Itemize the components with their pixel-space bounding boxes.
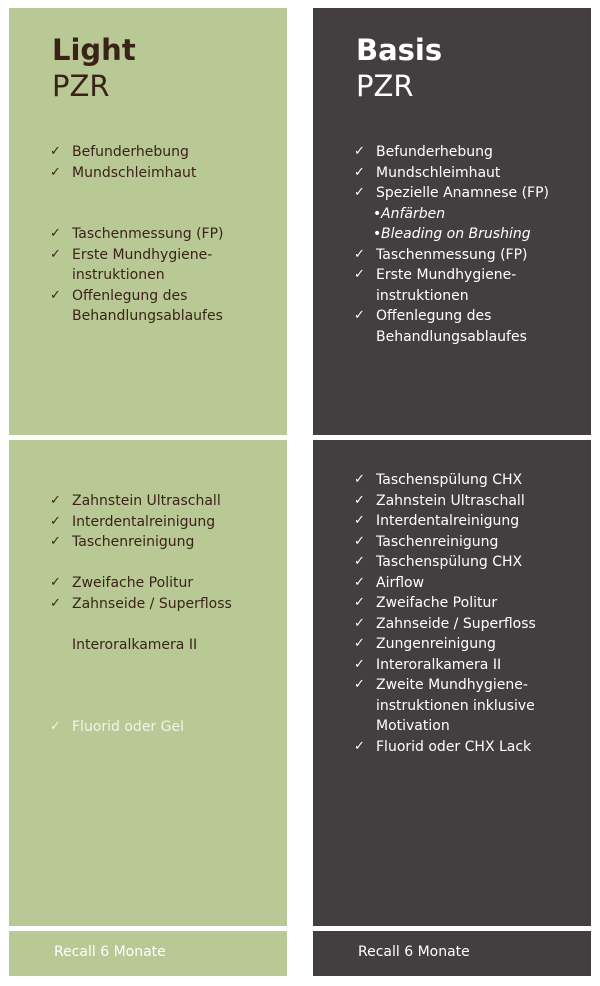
list-item: ✓ Taschenreinigung bbox=[353, 532, 536, 553]
list-item: ✓ Zahnseide / Superfloss bbox=[353, 614, 536, 635]
list-item: ✓ Spezielle Anamnese (FP) bbox=[353, 183, 549, 204]
basis-recall-panel bbox=[313, 931, 591, 976]
list-item: ✓ Taschenreinigung bbox=[49, 532, 232, 553]
check-icon: ✓ bbox=[354, 164, 365, 180]
list-item: ✓ Taschenspülung CHX bbox=[353, 470, 536, 491]
light-recall-text: Recall 6 Monate bbox=[54, 944, 166, 960]
list-subitem: • Anfärben bbox=[353, 204, 549, 225]
list-item: Behandlungsablaufes bbox=[72, 308, 223, 324]
list-item: ✓ Interdentalreinigung bbox=[49, 512, 232, 533]
list-item: ✓ Erste Mundhygiene- bbox=[49, 245, 224, 266]
list-item: ✓ Taschenspülung CHX bbox=[353, 552, 536, 573]
check-icon: ✓ bbox=[354, 472, 365, 487]
check-icon: ✓ bbox=[50, 534, 61, 549]
light-title: Light bbox=[52, 33, 136, 67]
list-item: ✓ Befunderhebung bbox=[353, 142, 549, 163]
list-item: ✓ Zweite Mundhygiene- bbox=[353, 675, 536, 696]
check-icon: ✓ bbox=[354, 246, 365, 262]
check-icon: ✓ bbox=[354, 185, 365, 200]
list-item: ✓ Mundschleimhaut bbox=[353, 163, 549, 184]
list-item: Motivation bbox=[376, 718, 450, 734]
check-icon: ✓ bbox=[50, 718, 61, 734]
basis-subtitle: PZR bbox=[356, 69, 414, 104]
check-icon: ✓ bbox=[354, 574, 365, 590]
list-item: ✓ Zweifache Politur bbox=[353, 593, 536, 614]
basis-services-panel bbox=[313, 440, 591, 926]
light-recall-panel bbox=[9, 931, 287, 976]
check-icon: ✓ bbox=[50, 164, 61, 180]
check-icon: ✓ bbox=[354, 308, 365, 323]
list-item: ✓ Offenlegung des bbox=[49, 286, 224, 307]
check-icon: ✓ bbox=[50, 595, 61, 611]
list-item: ✓ Offenlegung des bbox=[353, 306, 549, 327]
check-icon: ✓ bbox=[354, 615, 365, 631]
list-subitem: • Bleading on Brushing bbox=[353, 224, 549, 245]
list-item: instruktionen bbox=[72, 267, 165, 283]
light-subtitle: PZR bbox=[52, 69, 110, 104]
list-item: ✓ Airflow bbox=[353, 573, 536, 594]
list-item: ✓ Zungenreinigung bbox=[353, 634, 536, 655]
check-icon: ✓ bbox=[354, 492, 365, 508]
list-item: ✓ Zahnstein Ultraschall bbox=[49, 491, 232, 512]
light-top-list bbox=[49, 142, 224, 327]
list-item: ✓ Interoralkamera II bbox=[353, 655, 536, 676]
list-item: ✓ Zahnseide / Superfloss bbox=[49, 594, 232, 615]
list-item: ✓ Erste Mundhygiene- bbox=[353, 265, 549, 286]
list-item: instruktionen bbox=[376, 287, 469, 304]
list-item: ✓ Fluorid oder Gel bbox=[49, 717, 232, 738]
basis-header-panel bbox=[313, 8, 591, 435]
check-icon: ✓ bbox=[354, 554, 365, 569]
check-icon: ✓ bbox=[354, 267, 365, 282]
list-item: ✓ Zweifache Politur bbox=[49, 573, 232, 594]
list-item: ✓ Mundschleimhaut bbox=[49, 163, 224, 184]
basis-title-block bbox=[356, 32, 442, 105]
check-icon: ✓ bbox=[50, 575, 61, 590]
check-icon: ✓ bbox=[354, 533, 365, 549]
light-title-block bbox=[52, 32, 136, 105]
light-services-panel bbox=[9, 440, 287, 926]
check-icon: ✓ bbox=[50, 144, 61, 159]
list-item: ✓ Interdentalreinigung bbox=[353, 511, 536, 532]
check-icon: ✓ bbox=[50, 513, 61, 529]
check-icon: ✓ bbox=[50, 287, 61, 303]
list-item: ✓ Befunderhebung bbox=[49, 142, 224, 163]
light-header-panel bbox=[9, 8, 287, 435]
basis-top-list bbox=[353, 142, 549, 347]
basis-title: Basis bbox=[356, 33, 443, 67]
check-icon: ✓ bbox=[354, 636, 365, 651]
check-icon: ✓ bbox=[354, 738, 365, 754]
list-item: Interoralkamera II bbox=[72, 636, 198, 653]
list-item: ✓ Zahnstein Ultraschall bbox=[353, 491, 536, 512]
list-item: ✓ Taschenmessung (FP) bbox=[353, 245, 549, 266]
check-icon: ✓ bbox=[354, 677, 365, 692]
light-mid-list bbox=[49, 491, 232, 737]
bullet-icon: • bbox=[373, 205, 382, 222]
list-item: ✓ Fluorid oder CHX Lack bbox=[353, 737, 536, 758]
check-icon: ✓ bbox=[354, 595, 365, 610]
check-icon: ✓ bbox=[50, 493, 61, 508]
basis-mid-list bbox=[353, 470, 536, 757]
bullet-icon: • bbox=[373, 226, 382, 242]
check-icon: ✓ bbox=[354, 144, 365, 159]
check-icon: ✓ bbox=[50, 246, 61, 262]
list-item: ✓ Taschenmessung (FP) bbox=[49, 224, 224, 245]
check-icon: ✓ bbox=[50, 226, 61, 241]
check-icon: ✓ bbox=[354, 513, 365, 528]
list-item: instruktionen inklusive bbox=[376, 697, 535, 714]
list-item: Behandlungsablaufes bbox=[376, 328, 527, 345]
check-icon: ✓ bbox=[354, 656, 365, 672]
basis-recall-text: Recall 6 Monate bbox=[358, 944, 470, 960]
